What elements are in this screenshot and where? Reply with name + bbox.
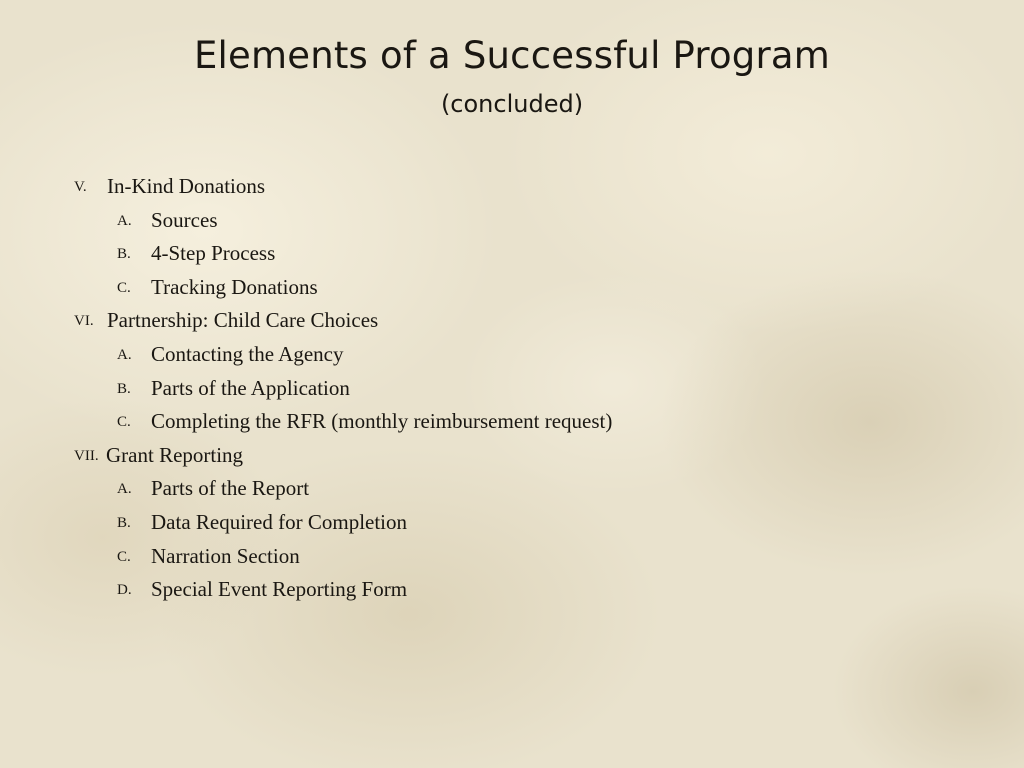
outline-text: 4-Step Process <box>151 241 276 266</box>
slide-subtitle: (concluded) <box>440 90 584 118</box>
outline-item <box>0 506 1024 540</box>
outline-item <box>0 405 1024 439</box>
outline-item <box>0 540 1024 574</box>
outline-item <box>0 304 1024 338</box>
outline-marker: B. <box>117 514 131 531</box>
outline-list <box>0 170 1024 607</box>
outline-marker: C. <box>117 548 131 565</box>
outline-text: Parts of the Application <box>151 375 350 400</box>
outline-marker: V. <box>74 179 87 195</box>
outline-item <box>0 204 1024 238</box>
outline-marker: A. <box>117 212 132 229</box>
outline-text: Special Event Reporting Form <box>151 577 408 602</box>
outline-marker: B. <box>117 380 131 397</box>
outline-marker: D. <box>117 582 132 599</box>
outline-text: Data Required for Completion <box>151 509 408 534</box>
outline-text: Completing the RFR (monthly reimbursement request) <box>151 409 613 434</box>
outline-text: Contacting the Agency <box>151 341 344 366</box>
outline-item <box>0 439 1024 473</box>
outline-marker: B. <box>117 246 131 263</box>
outline-item <box>0 338 1024 372</box>
slide-title: Elements of a Successful Program <box>193 34 831 77</box>
outline-text: Partnership: Child Care Choices <box>107 308 379 333</box>
outline-item <box>0 170 1024 204</box>
outline-item <box>0 472 1024 506</box>
outline-marker: A. <box>117 481 132 498</box>
outline-item <box>0 573 1024 607</box>
outline-item <box>0 271 1024 305</box>
outline-marker: C. <box>117 279 131 296</box>
outline-text: Sources <box>151 207 218 232</box>
outline-text: Parts of the Report <box>151 476 310 501</box>
outline-text: In-Kind Donations <box>107 174 266 198</box>
outline-item <box>0 372 1024 406</box>
outline-marker: C. <box>117 414 131 431</box>
outline-text: Tracking Donations <box>151 274 318 299</box>
outline-text: Narration Section <box>151 543 300 568</box>
outline-marker: VI. <box>74 313 94 330</box>
outline-marker: VII. <box>74 447 99 464</box>
outline-text: Grant Reporting <box>106 442 244 467</box>
outline-marker: A. <box>117 346 132 363</box>
outline-item <box>0 237 1024 271</box>
